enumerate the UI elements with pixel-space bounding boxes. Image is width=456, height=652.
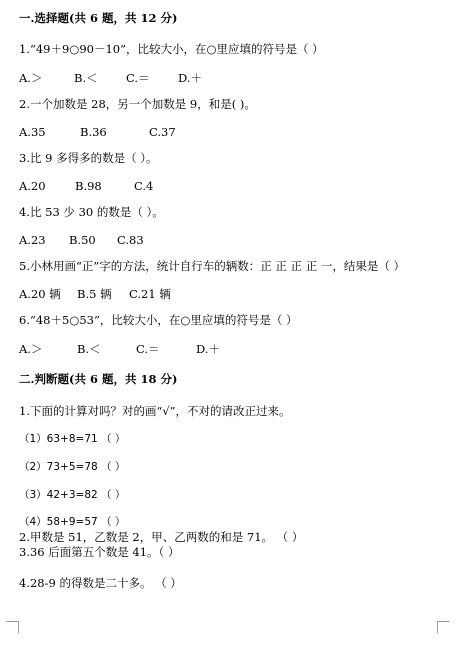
- page-corner-mark-right-horizontal: [437, 621, 449, 622]
- q6-stem: 6.“48＋5○53”，比较大小，在○里应填的符号是（ ）: [19, 313, 298, 327]
- q4-option-c: C.83: [117, 233, 144, 247]
- q3-option-c: C.4: [134, 179, 154, 193]
- q2-stem: 2.一个加数是 28，另一个加数是 9，和是( )。: [19, 97, 256, 111]
- q6-option-d: D.＋: [196, 342, 220, 356]
- q2-option-a: A.35: [19, 125, 46, 139]
- page-corner-mark-right: [437, 621, 438, 633]
- judge-q1-stem: 1.下面的计算对吗？对的画“√”，不对的请改正过来。: [19, 404, 291, 418]
- q3-stem: 3.比 9 多得多的数是（ ）。: [19, 151, 158, 165]
- q1-option-b: B.＜: [74, 71, 98, 85]
- q1-option-a: A.＞: [19, 71, 43, 85]
- q1-option-d: D.＋: [178, 71, 202, 85]
- section2-heading: 二.判断题(共 6 题，共 18 分): [19, 372, 178, 386]
- q5-option-c: C.21 辆: [129, 287, 171, 301]
- judge-q4: 4.28-9 的得数是二十多。 （ ）: [19, 576, 182, 590]
- judge-q1-item-2: （2）73+5=78 （ ）: [19, 461, 126, 473]
- page-corner-mark-left-horizontal: [6, 621, 18, 622]
- q5-option-a: A.20 辆: [19, 287, 61, 301]
- q4-stem: 4.比 53 少 30 的数是（ ）。: [19, 205, 164, 219]
- q2-option-b: B.36: [80, 125, 107, 139]
- q1-stem: 1.“49＋9○90－10”，比较大小，在○里应填的符号是（ ）: [19, 42, 324, 56]
- q3-option-a: A.20: [19, 179, 46, 193]
- judge-q1-item-1: （1）63+8=71 （ ）: [19, 433, 126, 445]
- q6-option-a: A.＞: [19, 342, 43, 356]
- q6-option-b: B.＜: [77, 342, 101, 356]
- judge-q1-item-4: （4）58+9=57 （ ）: [19, 516, 126, 528]
- q3-option-b: B.98: [75, 179, 102, 193]
- judge-q1-item-3: （3）42+3=82 （ ）: [19, 489, 126, 501]
- q5-stem: 5.小林用画“正”字的方法，统计自行车的辆数：正 正 正 正 一，结果是（ ）: [19, 259, 406, 273]
- q1-option-c: C.＝: [126, 71, 150, 85]
- judge-q3: 3.36 后面第五个数是 41。（ ）: [19, 545, 180, 559]
- q5-option-b: B.5 辆: [77, 287, 112, 301]
- judge-q2: 2.甲数是 51，乙数是 2，甲、乙两数的和是 71。 （ ）: [19, 530, 304, 544]
- page-corner-mark-left: [18, 621, 19, 633]
- q2-option-c: C.37: [149, 125, 176, 139]
- q4-option-b: B.50: [69, 233, 96, 247]
- q6-option-c: C.＝: [136, 342, 160, 356]
- q4-option-a: A.23: [19, 233, 46, 247]
- section1-heading: 一.选择题(共 6 题，共 12 分): [19, 11, 178, 25]
